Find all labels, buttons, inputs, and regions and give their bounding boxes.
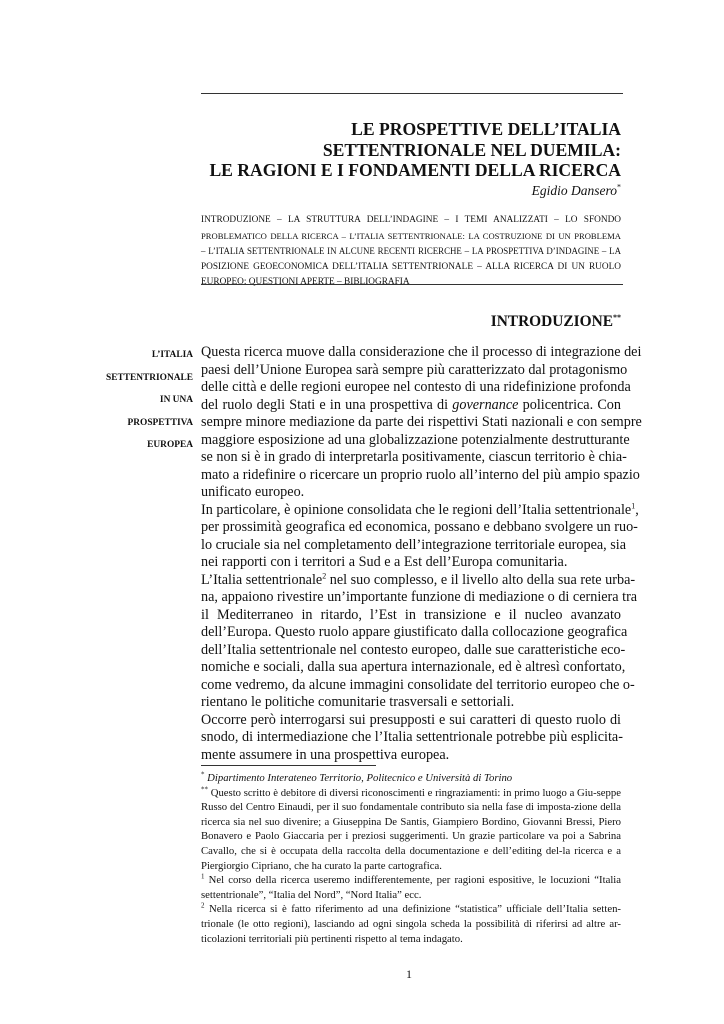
toc-line: POSIZIONE GEOECONOMICA DELL’ITALIA SETTENTRIONALE – ALLA RICERCA DI UN RUOLO [201, 261, 621, 272]
page-number-text: 1 [406, 967, 412, 981]
text-line: per prossimità geografica ed economica, possano e debbano svolgere un ruo- [201, 519, 638, 535]
text-line: mente assumere in una prospettiva europea. [201, 746, 450, 763]
text-line: delle città e delle regioni europee nel contesto di una ridefinizione profonda [201, 379, 631, 395]
article-title [201, 119, 621, 181]
footnote [201, 873, 621, 902]
text-line [201, 397, 621, 415]
title-line: SETTENTRIONALE NEL DUEMILA: [322, 139, 621, 160]
toc-line: PROBLEMATICO DELLA RICERCA – L’ITALIA SETTENTRIONALE: LA COSTRUZIONE DI UN PROBLEMA [201, 230, 621, 241]
text-line: mato a ridefinire o ricercare un proprio ruolo all’interno del più ampio spazio [201, 466, 640, 483]
text-line [201, 570, 636, 590]
margin-note [90, 344, 193, 457]
margin-note-line: L’ITALIA [151, 350, 193, 360]
toc-line: – L’ITALIA SETTENTRIONALE IN ALCUNE RECENTI RICERCHE – LA PROSPETTIVA D’INDAGINE – LA [201, 246, 621, 257]
text-span: In particolare, è opinione consolidata che le regioni dell’Italia settentrionale [201, 501, 632, 518]
title-line: LE RAGIONI E I FONDAMENTI DELLA RICERCA [209, 160, 621, 180]
text-line: il Mediterraneo in ritardo, l’Est in transizione e il nucleo avanzato [201, 606, 621, 623]
text-line: Questa ricerca muove dalla considerazione che il processo di integrazione dei [201, 344, 642, 360]
footnote [201, 786, 621, 874]
text-span: L’Italia settentrionale [201, 571, 323, 588]
margin-note-line: IN UNA [159, 395, 193, 405]
italic-term: governance [452, 396, 519, 413]
text-line: na, appaiono rivestire un’importante funzione di mediazione o di cerniera tra [201, 589, 638, 605]
toc-rule [201, 284, 623, 285]
author-name: Egidio Dansero [531, 183, 617, 198]
footnote [201, 771, 621, 786]
toc-line: INTRODUZIONE – LA STRUTTURA DELL’INDAGINE – I TEMI ANALIZZATI – LO SFONDO [201, 215, 621, 225]
text-line: nei rapporti con i territori a Sud e a Est dell’Europa comunitaria. [201, 554, 568, 570]
paragraph [201, 500, 639, 572]
text-line: come vedremo, da alcune immagini consolidate del territorio europeo che o- [201, 676, 635, 693]
text-span: , [635, 501, 639, 518]
paragraph [201, 344, 642, 502]
footnotes [201, 771, 621, 946]
text-line: nomiche e sociali, dalla sua apertura internazionale, ed è altresì confortato, [201, 659, 626, 675]
toc-line: EUROPEO: QUESTIONI APERTE – BIBLIOGRAFIA [201, 277, 410, 288]
footnote-mark: 1 [201, 872, 205, 881]
body-text [201, 344, 642, 764]
title-line: LE PROSPETTIVE DELL’ITALIA [351, 119, 621, 139]
text-line [201, 500, 639, 520]
paragraph [201, 570, 638, 712]
footnote-mark: * [201, 770, 205, 779]
footnote-mark: ** [201, 785, 208, 794]
footnote-text: Dipartimento Interateneo Territorio, Politecnico e Università di Torino [207, 772, 513, 784]
footnote-ref: 1 [631, 500, 636, 510]
author-footnote-mark: * [617, 182, 621, 192]
paragraph [201, 712, 621, 765]
section-heading-text: INTRODUZIONE [490, 313, 613, 330]
footnote [201, 902, 621, 946]
text-span: del ruolo degli Stati e in una prospettiva di [201, 396, 453, 413]
footnote-mark: 2 [201, 901, 205, 910]
footnote-ref: 2 [322, 570, 327, 580]
section-heading [201, 313, 621, 331]
text-line: dell’Europa. Questo ruolo appare giustificato dalla collocazione geografica [201, 624, 628, 640]
margin-note-line: SETTENTRIONALE [105, 372, 193, 383]
text-line: sempre minore mediazione da parte dei rispettivi Stati nazionali e con sempre [201, 414, 642, 430]
margin-note-line: PROSPETTIVA [127, 417, 193, 428]
author [201, 183, 621, 199]
text-span: nel suo complesso, e il livello alto della sua rete urba- [326, 571, 636, 588]
footnote-text: Nel corso della ricerca useremo indifferentemente, per ragioni espositive, le locuzioni “Italia settentrionale”, “Italia del Nord”, “Nord Italia” ecc. [201, 874, 621, 901]
text-line: maggiore esposizione ad una globalizzazione potenzialmente destrutturante [201, 431, 630, 448]
text-line: dell’Italia settentrionale nel contesto europeo, dalle sue caratteristiche eco- [201, 641, 626, 658]
text-span: policentrica. Con [518, 396, 621, 413]
text-line: rientano le politiche comunitarie trasversali e settoriali. [201, 694, 515, 710]
text-line: snodo, di intermediazione che l’Italia settentrionale potrebbe più esplicita- [201, 729, 623, 745]
text-line: paesi dell’Unione Europea sarà sempre più caratterizzato dal protagonismo [201, 361, 628, 378]
footnote-text: Nella ricerca si è fatto riferimento ad una definizione “statistica” ufficiale dell’Italia setten-trionale (le otto regioni), lasciando ad ogni singola scheda la possibilità di riferirsi ad altre ar-ticolazioni territoriali più pertinenti rispetto al tema indagato. [201, 903, 621, 945]
table-of-contents [201, 213, 621, 291]
footnote-rule [201, 765, 376, 766]
text-line: Occorre però interrogarsi sui presupposti e sui caratteri di questo ruolo di [201, 711, 621, 728]
section-heading-mark: ** [613, 312, 621, 322]
margin-note-line: EUROPEA [147, 440, 193, 450]
text-line: lo cruciale sia nel completamento dell’integrazione territoriale europea, sia [201, 536, 627, 553]
text-line: se non si è in grado di interpretarla positivamente, ciascun territorio è chia- [201, 449, 627, 465]
top-rule [201, 93, 623, 94]
text-line: unificato europeo. [201, 484, 305, 500]
footnote-text: Questo scritto è debitore di diversi riconoscimenti e ringraziamenti: in primo luogo a Giu-seppe Russo del Centro Einaudi, per il suo fondamentale contributo sia nella fase di imposta-zione della ricerca sia nel suo divenire; a Giuseppina De Santis, Giampiero Bordino, Giovanni Bressi, Piero Bonavero e Paolo Giaccaria per i preziosi suggerimenti. Un grazie particolare va poi a Sabrina Cavallo, che si è occupata della raccolta della documentazione e dell’editing del-la ricerca e a Piergiorgio Cipriano, che ha curato la parte cartografica. [201, 786, 621, 872]
